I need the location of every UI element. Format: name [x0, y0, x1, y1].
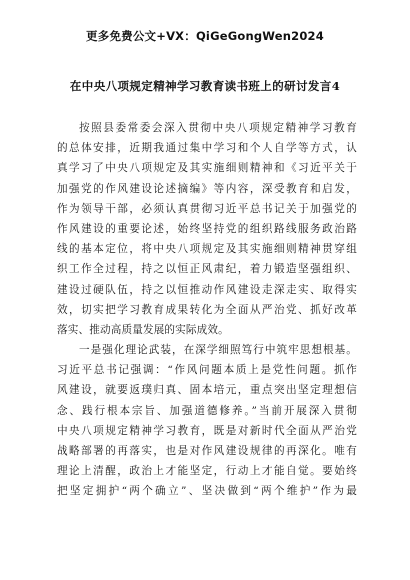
paragraph-line: 把坚定拥护“两个确立”、坚决做到“两个维护”作为最: [57, 485, 357, 498]
paragraph-line: 建设过硬队伍，持之以恒推动作风建设走深走实、取得实: [57, 283, 357, 296]
promo-header: 更多免费公文+VX：QiGeGongWen2024: [86, 29, 324, 43]
paragraph-line: 作为领导干部，必须认真贯彻习近平总书记关于加强党的: [57, 202, 357, 215]
paragraph-line: 效，切实把学习教育成果转化为全面从严治党、抓好改革: [57, 303, 357, 316]
paragraph-line: 线的基本定位，将中央八项规定及其实施细则精神贯穿组: [57, 243, 357, 256]
document-title: 在中央八项规定精神学习教育读书班上的研讨发言4: [69, 79, 341, 93]
paragraph-line: 加强党的作风建设论述摘编》等内容，深受教育和启发，: [57, 182, 357, 195]
paragraph-line: 按照县委常委会深入贯彻中央八项规定精神学习教育: [79, 122, 357, 134]
paragraph-line: 风建设，就要返璞归真、固本培元，重点突出坚定理想信: [57, 384, 357, 397]
paragraph-line: 念、践行根本宗旨、加强道德修养。”当前开展深入贯彻: [57, 404, 357, 417]
document-body: [57, 118, 357, 502]
paragraph-line: 织工作全过程，持之以恒正风肃纪，着力锻造坚强组织、: [57, 263, 357, 276]
paragraph-line: 战略部署的再落实，也是对作风建设规律的再深化。唯有: [57, 445, 357, 457]
paragraph-line: 一是强化理论武装，在深学细照笃行中筑牢思想根基。: [79, 344, 357, 357]
paragraph-line: 习近平总书记强调：“作风问题本质上是党性问题。抓作: [57, 364, 357, 377]
paragraph-line: 的总体安排，近期我通过集中学习和个人自学等方式，认: [57, 142, 357, 155]
paragraph-line: 作风建设的重要论述，始终坚持党的组织路线服务政治路: [57, 222, 357, 235]
paragraph-line: 真学习了中央八项规定及其实施细则精神和《习近平关于: [57, 162, 357, 175]
paragraph-line: 中央八项规定精神学习教育，既是对新时代全面从严治党: [57, 424, 357, 437]
paragraph-line: 落实、推动高质量发展的实际成效。: [57, 323, 229, 336]
paragraph-line: 理论上清醒，政治上才能坚定，行动上才能自觉。要始终: [57, 465, 357, 478]
